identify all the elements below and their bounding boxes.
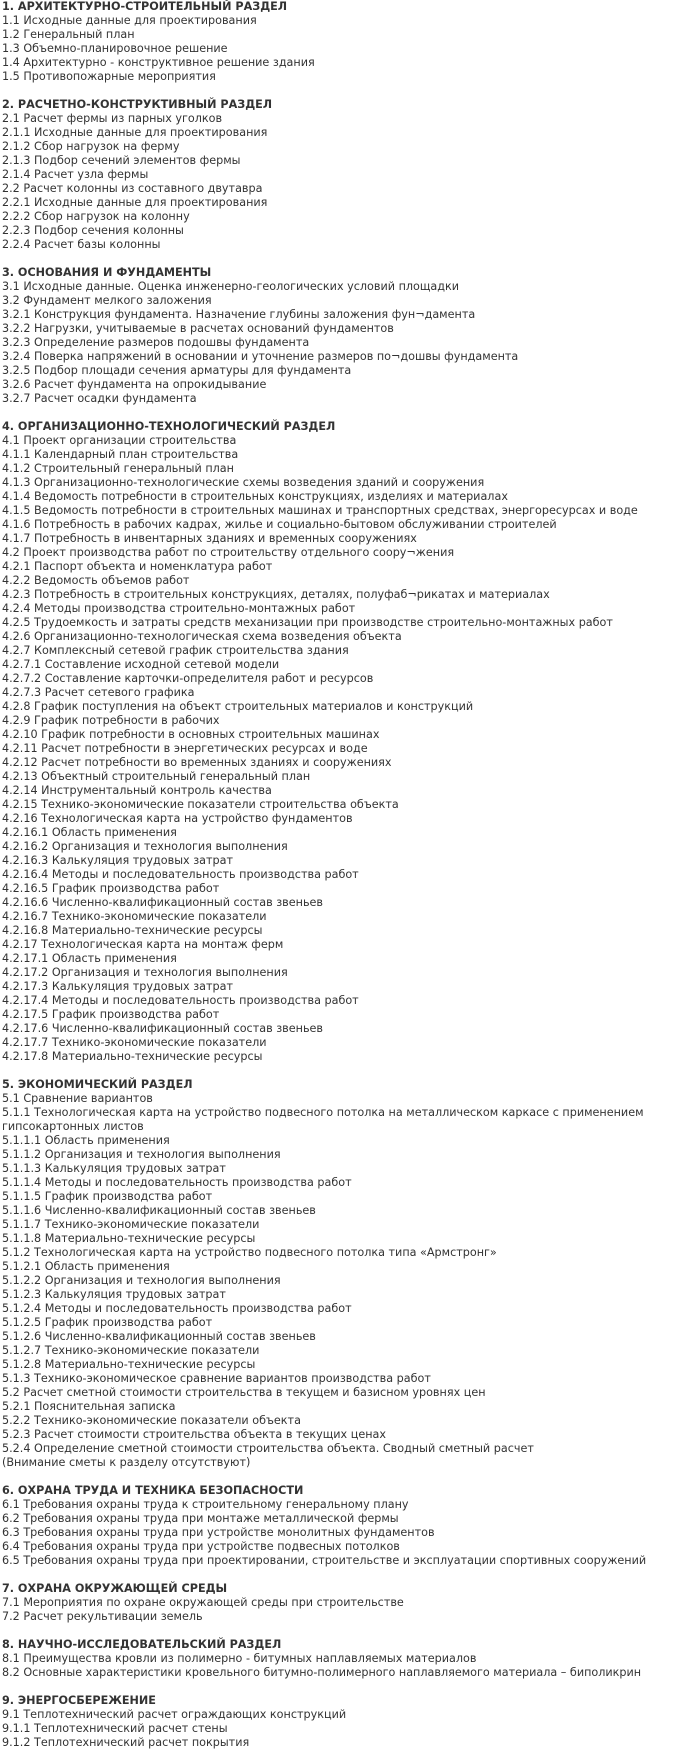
toc-item: 5.2.2 Технико-экономические показатели объекта — [2, 1414, 301, 1427]
toc-item: 6.2 Требования охраны труда при монтаже металлической фермы — [2, 1512, 399, 1525]
toc-item: 4.2.16.7 Технико-экономические показатели — [2, 910, 267, 923]
toc-item: 5.1.2.4 Методы и последовательность производства работ — [2, 1302, 352, 1315]
toc-item: 2.1.2 Сбор нагрузок на ферму — [2, 140, 180, 153]
toc-item: 1.4 Архитектурно - конструктивное решение здания — [2, 56, 315, 69]
toc-item: 5.1.2.3 Калькуляция трудовых затрат — [2, 1288, 226, 1301]
toc-item: 5.1.1.1 Область применения — [2, 1134, 170, 1147]
toc-section — [2, 0, 698, 84]
toc-item: 4.2.15 Технико-экономические показатели строительства объекта — [2, 798, 399, 811]
toc-item: 4.2.16.1 Область применения — [2, 826, 177, 839]
section-heading: 8. НАУЧНО-ИССЛЕДОВАТЕЛЬСКИЙ РАЗДЕЛ — [2, 1638, 282, 1651]
toc-item: 4.2.16.4 Методы и последовательность производства работ — [2, 868, 359, 881]
toc-item: 4.2.16 Технологическая карта на устройство фундаментов — [2, 812, 353, 825]
toc-item: 4.2.17.7 Технико-экономические показатели — [2, 1036, 267, 1049]
toc-item: 5.1.2.8 Материально-технические ресурсы — [2, 1358, 256, 1371]
toc-item: 5.1.2.5 График производства работ — [2, 1316, 213, 1329]
toc-item: 3.2 Фундамент мелкого заложения — [2, 294, 212, 307]
toc-section — [2, 1078, 698, 1470]
toc-item: 2.2.2 Сбор нагрузок на колонну — [2, 210, 190, 223]
toc-item: 3.2.6 Расчет фундамента на опрокидывание — [2, 378, 267, 391]
toc-item: 4.2.14 Инструментальный контроль качества — [2, 784, 272, 797]
toc-item: 3.2.2 Нагрузки, учитываемые в расчетах оснований фундаментов — [2, 322, 394, 335]
toc-item: 5.1.2.2 Организация и технология выполнения — [2, 1274, 281, 1287]
toc-item: 4.2.7 Комплексный сетевой график строительства здания — [2, 644, 349, 657]
toc-item: 5.2.1 Пояснительная записка — [2, 1400, 176, 1413]
toc-item: 4.1.1 Календарный план строительства — [2, 448, 239, 461]
section-heading: 6. ОХРАНА ТРУДА И ТЕХНИКА БЕЗОПАСНОСТИ — [2, 1484, 304, 1497]
toc-item: 5.1.2.6 Численно-квалификационный состав звеньев — [2, 1330, 316, 1343]
toc-item: 4.2.12 Расчет потребности во временных зданиях и сооружениях — [2, 756, 392, 769]
toc-item: 4.2.17.2 Организация и технология выполнения — [2, 966, 288, 979]
toc-item: 5.2 Расчет сметной стоимости строительства в текущем и базисном уровнях цен — [2, 1386, 486, 1399]
toc-section — [2, 1694, 698, 1750]
toc-item: 4.2.17.5 График производства работ — [2, 1008, 220, 1021]
toc-item: 5.1.1 Технологическая карта на устройство подвесного потолка на металлическом каркасе с применением гипсокартонных листов — [2, 1106, 644, 1133]
toc-item: 3.2.1 Конструкция фундамента. Назначение глубины заложения фун¬дамента — [2, 308, 476, 321]
toc-item: 4.2.16.6 Численно-квалификационный состав звеньев — [2, 896, 324, 909]
toc-item: 4.2.16.8 Материально-технические ресурсы — [2, 924, 263, 937]
toc-item: 5.1.1.6 Численно-квалификационный состав звеньев — [2, 1204, 316, 1217]
toc-item: 8.2 Основные характеристики кровельного битумно-полимерного наплавляемого материала – биполикрин — [2, 1666, 642, 1679]
toc-item: 2.2.3 Подбор сечения колонны — [2, 224, 184, 237]
toc-item: 4.2.8 График поступления на объект строительных материалов и конструкций — [2, 700, 474, 713]
toc-item: 4.2.17.4 Методы и последовательность производства работ — [2, 994, 359, 1007]
toc-item: 4.2.17 Технологическая карта на монтаж ферм — [2, 938, 284, 951]
toc-item: 5.1.1.8 Материально-технические ресурсы — [2, 1232, 256, 1245]
toc-section — [2, 1484, 698, 1568]
toc-item: 4.2 Проект производства работ по строительству отдельного соору¬жения — [2, 546, 455, 559]
toc-item: 5.1.3 Технико-экономическое сравнение вариантов производства работ — [2, 1372, 431, 1385]
section-heading: 2. РАСЧЕТНО-КОНСТРУКТИВНЫЙ РАЗДЕЛ — [2, 98, 273, 111]
toc-item: 5.1.1.4 Методы и последовательность производства работ — [2, 1176, 352, 1189]
toc-item: 3.2.7 Расчет осадки фундамента — [2, 392, 197, 405]
toc-item: 4.2.7.1 Составление исходной сетевой модели — [2, 658, 280, 671]
toc-section — [2, 1582, 698, 1624]
toc-item: 1.5 Противопожарные мероприятия — [2, 70, 216, 83]
section-heading: 4. ОРГАНИЗАЦИОННО-ТЕХНОЛОГИЧЕСКИЙ РАЗДЕЛ — [2, 420, 336, 433]
toc-item: 5.1.1.3 Калькуляция трудовых затрат — [2, 1162, 226, 1175]
toc-item: 4.1.7 Потребность в инвентарных зданиях и временных сооружениях — [2, 532, 417, 545]
toc-item: 1.2 Генеральный план — [2, 28, 135, 41]
toc-item: 4.2.17.3 Калькуляция трудовых затрат — [2, 980, 234, 993]
toc-item: 4.1.4 Ведомость потребности в строительных конструкциях, изделиях и материалах — [2, 490, 508, 503]
toc-section — [2, 266, 698, 406]
toc-item: 9.1.2 Теплотехнический расчет покрытия — [2, 1736, 250, 1749]
toc-item: 4.2.6 Организационно-технологическая схема возведения объекта — [2, 630, 402, 643]
toc-item: 3.1 Исходные данные. Оценка инженерно-геологических условий площадки — [2, 280, 460, 293]
toc-item: 5.1.2 Технологическая карта на устройство подвесного потолка типа «Армстронг» — [2, 1246, 497, 1259]
toc-item: 5.2.3 Расчет стоимости строительства объекта в текущих ценах — [2, 1428, 387, 1441]
toc-item: 4.2.17.1 Область применения — [2, 952, 177, 965]
section-heading: 9. ЭНЕРГОСБЕРЕЖЕНИЕ — [2, 1694, 156, 1707]
toc-item: 5.1.1.2 Организация и технология выполнения — [2, 1148, 281, 1161]
toc-item: 5.1 Сравнение вариантов — [2, 1092, 153, 1105]
toc-item: 4.2.2 Ведомость объемов работ — [2, 574, 190, 587]
toc-item: 5.1.1.7 Технико-экономические показатели — [2, 1218, 260, 1231]
toc-item: 4.2.5 Трудоемкость и затраты средств механизации при производстве строительно-монтажных работ — [2, 616, 613, 629]
toc-item: 4.2.1 Паспорт объекта и номенклатура работ — [2, 560, 273, 573]
toc-section — [2, 420, 698, 1064]
toc-item: 4.2.11 Расчет потребности в энергетических ресурсах и воде — [2, 742, 368, 755]
section-heading: 7. ОХРАНА ОКРУЖАЮЩЕЙ СРЕДЫ — [2, 1582, 228, 1595]
toc-item: 6.4 Требования охраны труда при устройстве подвесных потолков — [2, 1540, 400, 1553]
toc-item: 4.2.17.6 Численно-квалификационный состав звеньев — [2, 1022, 324, 1035]
toc-item: 9.1.1 Теплотехнический расчет стены — [2, 1722, 228, 1735]
toc-item: 3.2.3 Определение размеров подошвы фундамента — [2, 336, 310, 349]
toc-item: 6.1 Требования охраны труда к строительному генеральному плану — [2, 1498, 409, 1511]
toc-item: 4.1.2 Строительный генеральный план — [2, 462, 234, 475]
toc-item: 1.1 Исходные данные для проектирования — [2, 14, 257, 27]
toc-item: 6.3 Требования охраны труда при устройстве монолитных фундаментов — [2, 1526, 435, 1539]
toc-item: 2.1 Расчет фермы из парных уголков — [2, 112, 223, 125]
toc-section — [2, 1638, 698, 1680]
toc-item: 2.2.1 Исходные данные для проектирования — [2, 196, 268, 209]
toc-item: 9.1 Теплотехнический расчет ограждающих конструкций — [2, 1708, 347, 1721]
toc-item: 5.1.2.7 Технико-экономические показатели — [2, 1344, 260, 1357]
toc-item: 1.3 Объемно-планировочное решение — [2, 42, 228, 55]
section-heading: 5. ЭКОНОМИЧЕСКИЙ РАЗДЕЛ — [2, 1078, 193, 1091]
toc-item: 3.2.4 Поверка напряжений в основании и уточнение размеров по¬дошвы фундамента — [2, 350, 519, 363]
toc-item: 2.1.1 Исходные данные для проектирования — [2, 126, 268, 139]
toc-item: 4.2.16.5 График производства работ — [2, 882, 220, 895]
toc-item: 2.1.4 Расчет узла фермы — [2, 168, 149, 181]
toc-item: 5.1.2.1 Область применения — [2, 1260, 170, 1273]
toc-item: 8.1 Преимущества кровли из полимерно - битумных наплавляемых материалов — [2, 1652, 477, 1665]
toc-item: 4.2.7.2 Составление карточки-определителя работ и ресурсов — [2, 672, 374, 685]
toc-item: 4.2.3 Потребность в строительных конструкциях, деталях, полуфаб¬рикатах и материалах — [2, 588, 550, 601]
toc-item: 4.2.9 График потребности в рабочих — [2, 714, 220, 727]
toc-item: 4.2.16.3 Калькуляция трудовых затрат — [2, 854, 234, 867]
toc-item: 4.2.4 Методы производства строительно-монтажных работ — [2, 602, 356, 615]
toc-item: 2.1.3 Подбор сечений элементов фермы — [2, 154, 241, 167]
toc-item: 5.1.1.5 График производства работ — [2, 1190, 213, 1203]
toc-item: 4.1.5 Ведомость потребности в строительных машинах и транспортных средствах, энергоресурсах и воде — [2, 504, 638, 517]
toc-item: 5.2.4 Определение сметной стоимости строительства объекта. Сводный сметный расчет — [2, 1442, 534, 1455]
toc-item: 4.1.6 Потребность в рабочих кадрах, жилье и социально-бытовом обслуживании строителей — [2, 518, 557, 531]
toc-item: 7.2 Расчет рекультивации земель — [2, 1610, 203, 1623]
section-heading: 1. АРХИТЕКТУРНО-СТРОИТЕЛЬНЫЙ РАЗДЕЛ — [2, 0, 288, 13]
section-heading: 3. ОСНОВАНИЯ И ФУНДАМЕНТЫ — [2, 266, 212, 279]
toc-item: 2.2 Расчет колонны из составного двутавра — [2, 182, 263, 195]
toc-item: 7.1 Мероприятия по охране окружающей среды при строительстве — [2, 1596, 404, 1609]
toc-item: 4.2.7.3 Расчет сетевого графика — [2, 686, 195, 699]
toc-item: 4.2.16.2 Организация и технология выполнения — [2, 840, 288, 853]
toc-item: 4.2.17.8 Материально-технические ресурсы — [2, 1050, 263, 1063]
toc-item: 4.2.13 Объектный строительный генеральный план — [2, 770, 311, 783]
toc-item: 4.1 Проект организации строительства — [2, 434, 237, 447]
toc-item: 4.1.3 Организационно-технологические схемы возведения зданий и сооружения — [2, 476, 485, 489]
toc-item: 4.2.10 График потребности в основных строительных машинах — [2, 728, 380, 741]
toc-item: 2.2.4 Расчет базы колонны — [2, 238, 161, 251]
toc-item: (Внимание сметы к разделу отсутствуют) — [2, 1456, 251, 1469]
toc-section — [2, 98, 698, 252]
toc-item: 6.5 Требования охраны труда при проектировании, строительстве и эксплуатации спортивных сооружений — [2, 1554, 647, 1567]
toc-item: 3.2.5 Подбор площади сечения арматуры для фундамента — [2, 364, 352, 377]
